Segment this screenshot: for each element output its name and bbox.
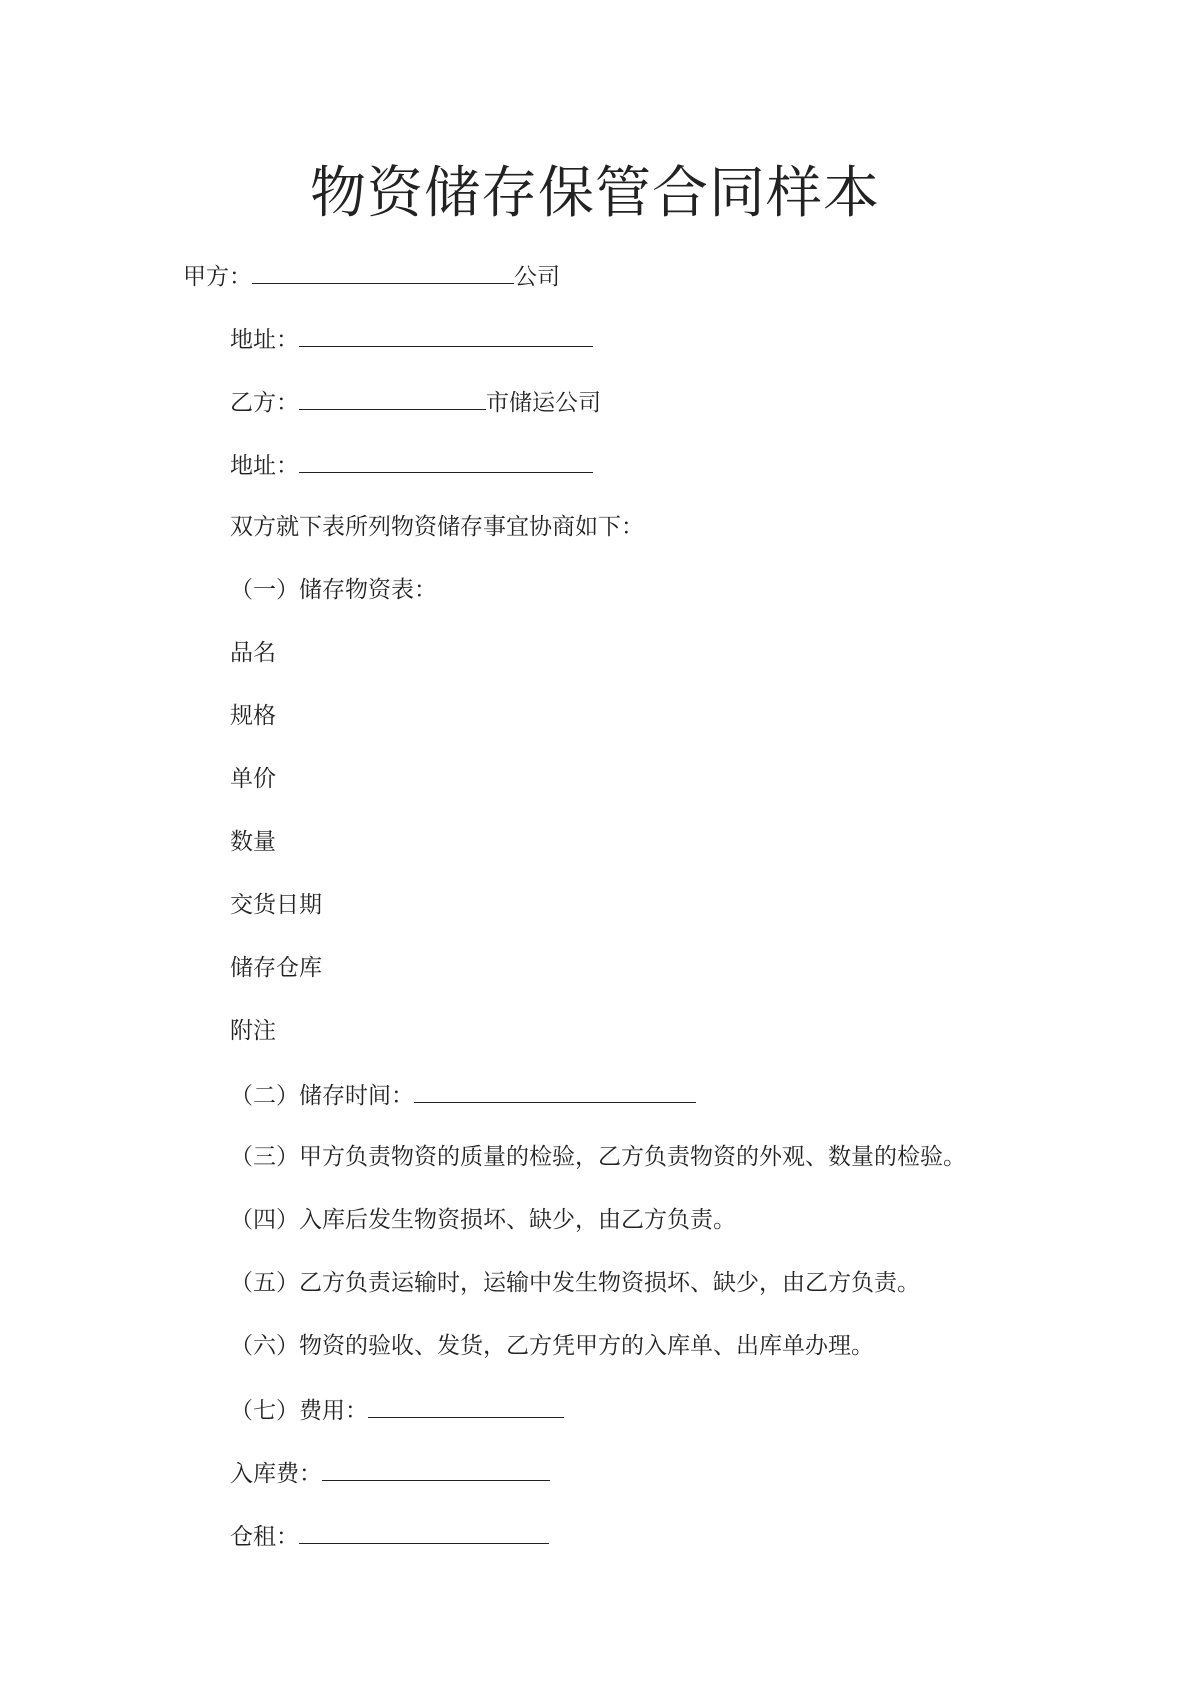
table-field-name: 品名 [230,640,276,666]
party-a-label: 甲方： [183,264,252,290]
party-b-address-label: 地址： [230,453,299,479]
table-field-delivery-date: 交货日期 [230,892,322,918]
warehouse-rent-blank [299,1519,549,1544]
table-field-warehouse: 储存仓库 [230,955,322,981]
section6-paragraph: （六）物资的验收、发货，乙方凭甲方的入库单、出库单办理。 [230,1333,874,1359]
section4-paragraph: （四）入库后发生物资损坏、缺少，由乙方负责。 [230,1207,736,1233]
party-b-line [230,385,601,419]
storage-time-blank [414,1078,696,1103]
party-a-suffix: 公司 [514,264,560,290]
warehouse-rent-line [230,1519,549,1553]
party-a-address-label: 地址： [230,327,299,353]
storage-in-fee-label: 入库费： [230,1461,322,1487]
section5-paragraph: （五）乙方负责运输时，运输中发生物资损坏、缺少，由乙方负责。 [230,1270,920,1296]
storage-in-fee-line [230,1456,550,1490]
party-b-suffix: 市储运公司 [486,390,601,416]
table-field-remarks: 附注 [230,1018,276,1044]
table-field-unit-price: 单价 [230,766,276,792]
party-b-name-blank [299,385,486,410]
section3-paragraph: （三）甲方负责物资的质量的检验，乙方负责物资的外观、数量的检验。 [230,1144,966,1170]
party-b-address-blank [299,448,593,473]
storage-in-fee-blank [322,1456,550,1481]
table-field-quantity: 数量 [230,829,276,855]
party-a-address-line [230,322,593,356]
table-field-spec: 规格 [230,703,276,729]
intro-paragraph: 双方就下表所列物资储存事宜协商如下： [230,514,644,540]
party-b-address-line [230,448,593,482]
party-a-address-blank [299,322,593,347]
party-a-name-blank [252,259,514,284]
section2-line [230,1078,696,1112]
section2-label: （二）储存时间： [230,1083,414,1109]
party-a-line [183,259,560,293]
warehouse-rent-label: 仓租： [230,1524,299,1550]
party-b-label: 乙方： [230,390,299,416]
document-title: 物资储存保管合同样本 [310,161,880,226]
fee-blank [368,1393,564,1418]
section7-label: （七）费用： [230,1398,368,1424]
section7-line [230,1393,564,1427]
section1-heading: （一）储存物资表： [230,577,437,603]
